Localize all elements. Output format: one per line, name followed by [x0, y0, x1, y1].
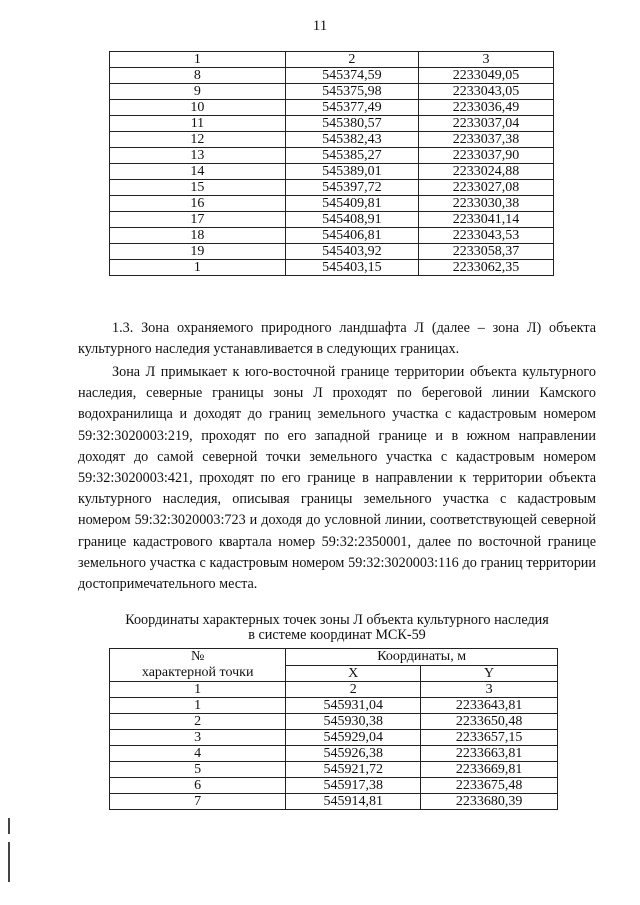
x-header: X	[286, 665, 421, 682]
zone-l-coordinates-table	[109, 648, 558, 810]
table-cell: 2233024,88	[418, 164, 553, 180]
table1-body	[110, 52, 554, 276]
table-cell: 2	[286, 682, 421, 698]
table-cell: 8	[110, 68, 286, 84]
table-cell: 545929,04	[286, 730, 421, 746]
table-cell: 17	[110, 212, 286, 228]
table-cell: 545377,49	[285, 100, 418, 116]
table-row	[110, 228, 554, 244]
table-row	[110, 84, 554, 100]
table-row	[110, 260, 554, 276]
table-cell: 10	[110, 100, 286, 116]
table-cell: 545408,91	[285, 212, 418, 228]
table-cell: 2233650,48	[421, 714, 558, 730]
table-cell: 2233041,14	[418, 212, 553, 228]
table-cell: 1	[110, 698, 286, 714]
table-cell: 11	[110, 116, 286, 132]
table-cell: 4	[110, 746, 286, 762]
table-cell: 2	[110, 714, 286, 730]
table2-index-row	[110, 682, 558, 698]
table-cell: 2233037,04	[418, 116, 553, 132]
table-cell: 2	[285, 52, 418, 68]
table-cell: 545931,04	[286, 698, 421, 714]
table-cell: 545921,72	[286, 762, 421, 778]
page-number: 11	[312, 18, 328, 34]
zone-description-paragraph	[78, 362, 596, 595]
table-cell: 7	[110, 794, 286, 810]
table-cell: 5	[110, 762, 286, 778]
table-cell: 3	[110, 730, 286, 746]
table-row	[110, 196, 554, 212]
table-cell: 545917,38	[286, 778, 421, 794]
table-cell: 2233657,15	[421, 730, 558, 746]
table-row	[110, 132, 554, 148]
table-cell: 545409,81	[285, 196, 418, 212]
paragraph: 1.3. Зона охраняемого природного ландшафта Л (далее – зона Л) объекта культурного наследия устанавливается в следующих границах.	[78, 320, 596, 358]
scan-margin-mark	[8, 842, 10, 882]
table-cell: 2233669,81	[421, 762, 558, 778]
table-cell: 2233036,49	[418, 100, 553, 116]
table-cell: 2233663,81	[421, 746, 558, 762]
point-number-header	[110, 649, 286, 682]
table-cell: 545374,59	[285, 68, 418, 84]
table-row	[110, 68, 554, 84]
coordinates-header: Координаты, м	[286, 649, 558, 666]
table-cell: 545403,92	[285, 244, 418, 260]
scan-margin-mark	[8, 818, 10, 834]
table-cell: 13	[110, 148, 286, 164]
table-cell: 2233030,38	[418, 196, 553, 212]
table-cell: 3	[421, 682, 558, 698]
table-cell: 2233062,35	[418, 260, 553, 276]
table-cell: 545403,15	[285, 260, 418, 276]
table-cell: 2233049,05	[418, 68, 553, 84]
caption-line: Координаты характерных точек зоны Л объекта культурного наследия	[125, 612, 549, 628]
table-cell: 14	[110, 164, 286, 180]
table-cell: 6	[110, 778, 286, 794]
paragraph: Зона Л примыкает к юго-восточной границе территории объекта культурного наследия, северные границы зоны Л проходят по береговой линии Камского водохранилища и доходят до границ земельного участка с кадастровым номером 59:32:3020003:219, проходят по его западной границе и в южном направлении доходят до самой северной точки земельного участка с кадастровым номером 59:32:3020003:421, проходят по его границе в направлении к территории объекта культурного наследия, описывая границы земельного участка с кадастровым номером 59:32:3020003:723 и доходя до условной линии, соответствующей северной границе кадастрового квартала номер 59:32:2350001, далее по восточной границе земельного участка с кадастровым номером 59:32:3020003:116 до границ территории достопримечательного места.	[78, 364, 596, 593]
table-cell: 3	[418, 52, 553, 68]
table-cell: 9	[110, 84, 286, 100]
table-cell: 2233037,90	[418, 148, 553, 164]
table-cell: 1	[110, 260, 286, 276]
table-cell: 2233037,38	[418, 132, 553, 148]
table-row	[110, 714, 558, 730]
table-row	[110, 794, 558, 810]
table-cell: 12	[110, 132, 286, 148]
table-cell: 545389,01	[285, 164, 418, 180]
table-cell: 545375,98	[285, 84, 418, 100]
table-cell: 2233643,81	[421, 698, 558, 714]
table-cell: 545930,38	[286, 714, 421, 730]
table-cell: 545926,38	[286, 746, 421, 762]
table-caption	[78, 613, 596, 643]
table-row	[110, 164, 554, 180]
table-cell: 545380,57	[285, 116, 418, 132]
table-row	[110, 116, 554, 132]
table-row	[110, 244, 554, 260]
table2-body	[110, 649, 558, 810]
table-cell: 545382,43	[285, 132, 418, 148]
header-text: характерной точки	[141, 665, 254, 680]
table-cell: 18	[110, 228, 286, 244]
table-row	[110, 762, 558, 778]
header-text: №	[190, 649, 205, 664]
table-cell: 16	[110, 196, 286, 212]
table-row	[110, 100, 554, 116]
table-cell: 545914,81	[286, 794, 421, 810]
table-cell: 1	[110, 52, 286, 68]
table-cell: 2233058,37	[418, 244, 553, 260]
table-row	[110, 180, 554, 196]
table-row	[110, 698, 558, 714]
table-cell: 545406,81	[285, 228, 418, 244]
table-cell: 545385,27	[285, 148, 418, 164]
table1-index-row	[110, 52, 554, 68]
table-cell: 2233675,48	[421, 778, 558, 794]
table-row	[110, 746, 558, 762]
caption-line: в системе координат МСК-59	[248, 627, 426, 643]
table-cell: 1	[110, 682, 286, 698]
table-cell: 19	[110, 244, 286, 260]
table-cell: 2233680,39	[421, 794, 558, 810]
table2-header-row	[110, 649, 558, 666]
table-row	[110, 778, 558, 794]
coordinates-table-continued	[109, 51, 554, 276]
table-cell: 2233043,53	[418, 228, 553, 244]
table-cell: 2233027,08	[418, 180, 553, 196]
table-cell: 15	[110, 180, 286, 196]
table-row	[110, 148, 554, 164]
y-header: Y	[421, 665, 558, 682]
section-1-3-heading-paragraph	[78, 318, 596, 360]
table-row	[110, 730, 558, 746]
table-cell: 2233043,05	[418, 84, 553, 100]
table-cell: 545397,72	[285, 180, 418, 196]
table-row	[110, 212, 554, 228]
